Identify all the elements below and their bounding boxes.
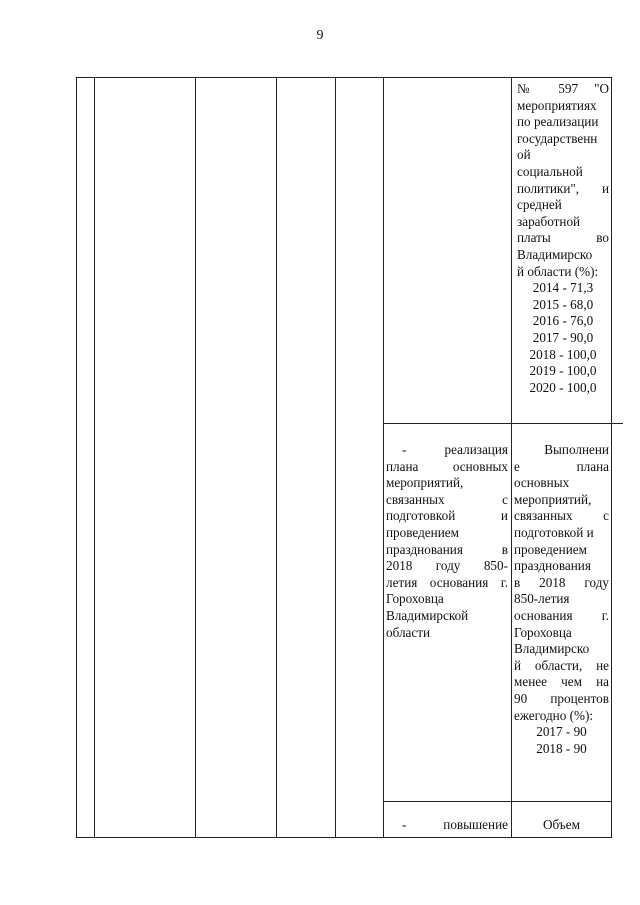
text-line: празднования в [386,541,508,557]
text-line: 2017 - 90,0 [532,329,594,345]
text-line: 2014 - 71,3 [532,280,594,296]
table-border-right [611,77,612,838]
text-line: проведением [514,541,587,557]
text-line: по реализации [517,114,599,130]
table-top-border [76,77,612,78]
text-line: средней [517,197,562,213]
text-line: подготовкой и [386,508,508,524]
text-line: связанных с [514,508,609,524]
text-line: празднования [514,558,591,574]
text-line: Объем [543,817,580,832]
text-line: подготовкой и [514,524,594,540]
indicator-cell-middle [514,442,609,757]
text-line: менее чем на [514,674,609,690]
text-line: связанных с [386,491,508,507]
text-line: социальной [517,163,583,179]
row-divider [383,801,612,802]
text-line: 2018 - 100,0 [529,346,597,362]
measure-cell-middle [386,442,508,641]
indicator-cell-top [517,81,609,396]
text-line: 2017 - 90 [536,724,587,740]
text-line: 90 процентов [514,690,609,706]
page-number: 9 [316,28,324,43]
text-line: 2016 - 76,0 [532,313,594,329]
text-line: Выполнени [544,442,609,457]
text-line: е плана [514,458,609,474]
indicator-cell-bottom [514,817,609,834]
text-line: 2018 - 90 [536,740,587,756]
text-line: проведением [386,524,459,540]
text-line: в 2018 году [514,574,609,590]
measure-cell-bottom [386,817,508,834]
column-divider [383,77,384,838]
text-line: плана основных [386,458,508,474]
row-divider [383,423,623,424]
text-line: - повышение [402,817,508,832]
text-line: Владимирско [514,641,590,657]
text-line: летия основания г. [386,574,508,590]
text-line: 2020 - 100,0 [529,379,597,395]
text-line: области [386,624,431,640]
column-divider [195,77,196,838]
column-divider [511,77,512,838]
column-divider [335,77,336,838]
column-divider [276,77,277,838]
text-line: Гороховца [514,624,572,640]
text-line: заработной [517,213,581,229]
text-line: Владимирской [386,607,469,623]
text-line: мероприятий, [386,475,464,491]
table-border-left [76,77,77,838]
text-line: ежегодно (%): [514,707,594,723]
text-line: й области (%): [517,263,599,279]
text-line: й области, не [514,657,609,673]
text-line: № 597 "О [517,81,609,96]
text-line: Владимирско [517,246,593,262]
text-line: платы во [517,230,609,246]
text-line: мероприятий, [514,491,592,507]
text-line: 850-летия [514,591,570,607]
text-line: основания г. [514,607,609,623]
text-line: политики", и [517,180,609,196]
text-line: мероприятиях [517,97,597,113]
text-line: 2019 - 100,0 [529,363,597,379]
text-line: ой [517,147,531,163]
text-line: государственн [517,130,598,146]
text-line: - реализация [402,442,508,457]
table-bottom-border [76,837,612,838]
text-line: Гороховца [386,591,444,607]
text-line: 2018 году 850- [386,558,508,574]
column-divider [94,77,95,838]
text-line: основных [514,475,570,491]
text-line: 2015 - 68,0 [532,296,594,312]
